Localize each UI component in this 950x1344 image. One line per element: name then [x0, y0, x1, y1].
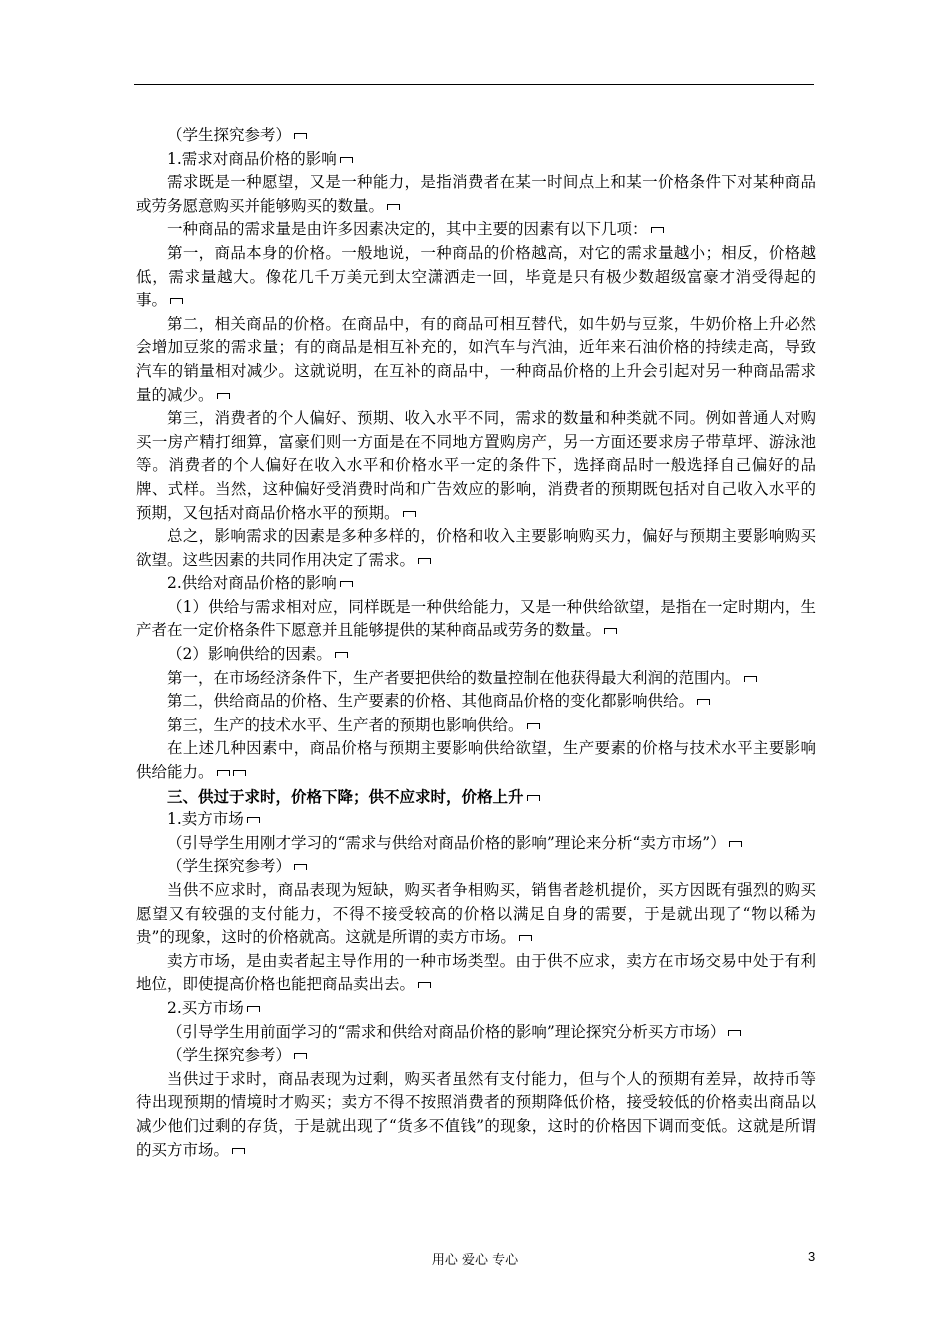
- paragraph: [136, 714, 816, 738]
- paragraph: [136, 855, 816, 879]
- paragraph-mark-icon: [247, 817, 260, 823]
- paragraph-mark-icon: [335, 652, 348, 658]
- paragraph-mark-icon: [340, 581, 353, 587]
- paragraph-text: （学生探究参考）: [167, 126, 292, 144]
- paragraph: [136, 832, 816, 856]
- paragraph-text: 2.供给对商品价格的影响: [167, 574, 337, 593]
- paragraph-mark-icon: [294, 864, 307, 870]
- paragraph-text: 第三，生产的技术水平、生产者的预期也影响供给。: [167, 715, 524, 734]
- header-rule: [134, 84, 814, 85]
- paragraph-text: （引导学生用刚才学习的“需求与供给对商品价格的影响”理论来分析“卖方市场”）: [167, 833, 726, 852]
- paragraph: [136, 808, 816, 832]
- paragraph-mark-icon: [729, 841, 742, 847]
- paragraph-text: 三、供过于求时，价格下降；供不应求时，价格上升: [167, 786, 524, 806]
- paragraph: [136, 171, 816, 218]
- paragraph: [136, 572, 816, 596]
- paragraph-text: 1.卖方市场: [167, 810, 244, 829]
- paragraph-mark-icon: [744, 676, 757, 682]
- paragraph: [136, 596, 816, 643]
- paragraph-mark-icon: [418, 558, 431, 564]
- paragraph-mark-icon: [527, 723, 540, 729]
- paragraph-text: 2.买方市场: [167, 998, 244, 1017]
- paragraph: [136, 737, 816, 784]
- paragraph-mark-icon: [294, 1053, 307, 1059]
- paragraph-mark-icon: [697, 699, 710, 705]
- paragraph-text: （1）供给与需求相对应，同样既是一种供给能力，又是一种供给欲望，是指在一定时期内，生产者在一定价格条件下愿意并且能够提供的某种商品或劳务的数量。: [136, 597, 816, 640]
- paragraph-mark-icon: [604, 628, 617, 634]
- section-heading: [136, 785, 816, 809]
- paragraph: [136, 1068, 816, 1162]
- paragraph-mark-icon: [519, 935, 532, 941]
- paragraph-mark-icon: [403, 511, 416, 517]
- paragraph-mark-icon: [294, 133, 307, 139]
- paragraph-text: 1.需求对商品价格的影响: [167, 149, 337, 168]
- paragraph-text: 第二，相关商品的价格。在商品中，有的商品可相互替代，如牛奶与豆浆，牛奶价格上升必然会增加豆浆的需求量；有的商品是相互补充的，如汽车与汽油，近年来石油价格的持续走高，导致汽车的销量相对减少。这就说明，在互补的商品中，一种商品价格的上升会引起对另一种商品需求量的减少。: [136, 314, 816, 404]
- paragraph: [136, 690, 816, 714]
- paragraph-mark-icon: [418, 982, 431, 988]
- document-body: [136, 124, 816, 1162]
- paragraph-text: 一种商品的需求量是由许多因素决定的，其中主要的因素有以下几项：: [167, 220, 648, 239]
- footer-motto: 用心 爱心 专心: [431, 1253, 519, 1268]
- paragraph-mark-icon: [247, 1006, 260, 1012]
- paragraph-mark-icon: [232, 1148, 245, 1154]
- paragraph-text: 当供过于求时，商品表现为过剩，购买者虽然有支付能力，但与个人的预期有差异，故持币等待出现预期的情境时才购买；卖方不得不按照消费者的预期降低价格，接受较低的价格卖出商品以减少他们过剩的存货，于是就出现了“货多不值钱”的现象，这时的价格因下调而变低。这就是所谓的买方市场。: [136, 1069, 816, 1159]
- paragraph-text: 第一，商品本身的价格。一般地说，一种商品的价格越高，对它的需求量越小；相反，价格越低，需求量越大。像花几千万美元到太空潇洒走一回，毕竟是只有极少数超级富豪才消受得起的事。: [136, 243, 816, 310]
- paragraph-mark-icon: [527, 795, 540, 801]
- paragraph: [136, 407, 816, 525]
- paragraph-text: （2）影响供给的因素。: [167, 645, 332, 664]
- paragraph-text: （引导学生用前面学习的“需求和供给对商品价格的影响”理论探究分析买方市场）: [167, 1022, 726, 1041]
- paragraph-text: 第三，消费者的个人偏好、预期、收入水平不同，需求的数量和种类就不同。例如普通人对购买一房产精打细算，富豪们则一方面是在不同地方置购房产，另一方面还要求房子带草坪、游泳池等。消费者的个人偏好在收入水平和价格水平一定的条件下，选择商品时一般选择自己偏好的品牌、式样。当然，这种偏好受消费时尚和广告效应的影响，消费者的预期既包括对自己收入水平的预期，又包括对商品价格水平的预期。: [136, 409, 816, 522]
- paragraph-mark-icon: [651, 227, 664, 233]
- paragraph: [136, 313, 816, 407]
- page-number: 3: [808, 1249, 816, 1264]
- paragraph: [136, 667, 816, 691]
- paragraph-mark-icon: [217, 770, 230, 776]
- paragraph: [136, 1044, 816, 1068]
- paragraph: [136, 218, 816, 242]
- paragraph: [136, 879, 816, 950]
- paragraph-text: 卖方市场，是由卖者起主导作用的一种市场类型。由于供不应求，卖方在市场交易中处于有利地位，即使提高价格也能把商品卖出去。: [136, 951, 816, 994]
- paragraph: [136, 997, 816, 1021]
- paragraph-text: 在上述几种因素中，商品价格与预期主要影响供给欲望，生产要素的价格与技术水平主要影响供给能力。: [136, 739, 816, 782]
- paragraph-text: （学生探究参考）: [167, 857, 292, 876]
- paragraph-text: （学生探究参考）: [167, 1046, 292, 1065]
- paragraph: [136, 950, 816, 997]
- paragraph-mark-icon: [340, 157, 353, 163]
- paragraph-mark-icon: [728, 1030, 741, 1036]
- paragraph: [136, 1021, 816, 1045]
- paragraph: [136, 525, 816, 572]
- paragraph-mark-icon: [217, 393, 230, 399]
- paragraph: [136, 242, 816, 313]
- paragraph-mark-icon: [233, 770, 246, 776]
- paragraph: [136, 148, 816, 172]
- paragraph-text: 第二，供给商品的价格、生产要素的价格、其他商品价格的变化都影响供给。: [167, 692, 695, 711]
- paragraph-text: 当供不应求时，商品表现为短缺，购买者争相购买，销售者趁机提价，买方因既有强烈的购买愿望又有较强的支付能力，不得不接受较高的价格以满足自身的需要，于是就出现了“物以稀为贵”的现象，这时的价格就高。这就是所谓的卖方市场。: [136, 881, 816, 947]
- paragraph-mark-icon: [387, 204, 400, 210]
- paragraph: [136, 643, 816, 667]
- paragraph-text: 总之，影响需求的因素是多种多样的，价格和收入主要影响购买力，偏好与预期主要影响购买欲望。这些因素的共同作用决定了需求。: [136, 527, 816, 569]
- paragraph-mark-icon: [170, 298, 183, 304]
- paragraph-text: 需求既是一种愿望，又是一种能力，是指消费者在某一时间点上和某一价格条件下对某种商品或劳务愿意购买并能够购买的数量。: [136, 173, 816, 215]
- paragraph: [136, 124, 816, 148]
- paragraph-text: 第一，在市场经济条件下，生产者要把供给的数量控制在他获得最大利润的范围内。: [167, 668, 741, 687]
